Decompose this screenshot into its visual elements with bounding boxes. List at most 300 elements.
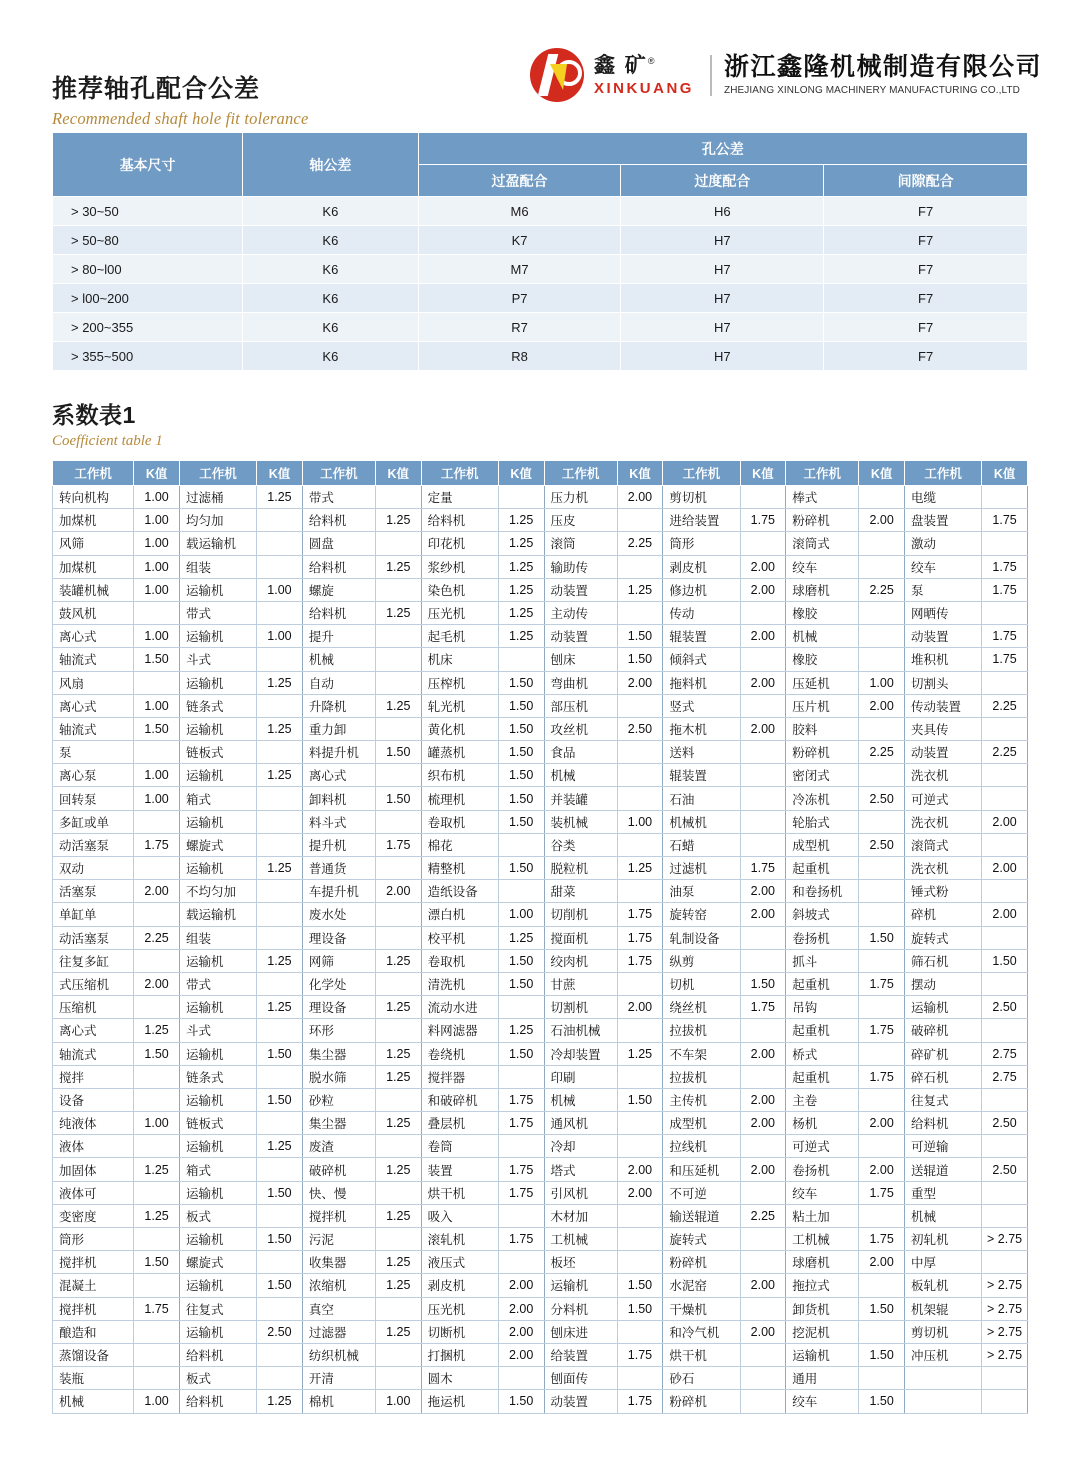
machine-name-cell: 部压机 <box>544 694 617 717</box>
machine-name-cell: 洗衣机 <box>905 857 982 880</box>
k-value-cell <box>982 1390 1028 1413</box>
k-value-cell <box>740 1251 786 1274</box>
k-value-cell: 1.50 <box>617 1274 663 1297</box>
machine-name-cell: 卷取机 <box>421 949 498 972</box>
machine-name-cell: 浓缩机 <box>302 1274 375 1297</box>
registered-mark: ® <box>647 55 657 66</box>
table-row <box>53 197 1028 226</box>
machine-name-cell: 动装置 <box>544 625 617 648</box>
machine-name-cell: 不可逆 <box>663 1181 740 1204</box>
k-value-cell: 1.25 <box>617 857 663 880</box>
machine-name-cell: 粉碎机 <box>786 509 859 532</box>
machine-name-cell: 给料机 <box>179 1343 256 1366</box>
table-cell: K6 <box>243 313 419 342</box>
k-value-cell: 2.00 <box>375 880 421 903</box>
machine-name-cell: 运输机 <box>179 1088 256 1111</box>
machine-name-cell: 动装置 <box>905 741 982 764</box>
machine-name-cell: 机械 <box>544 764 617 787</box>
k-value-cell: 2.00 <box>498 1297 544 1320</box>
machine-name-cell: 弯曲机 <box>544 671 617 694</box>
machine-name-cell: 砂粒 <box>302 1088 375 1111</box>
machine-name-cell: 剪切机 <box>663 486 740 509</box>
machine-name-cell: 轮胎式 <box>786 810 859 833</box>
machine-name-cell: 运输机 <box>179 810 256 833</box>
k-value-cell <box>859 1320 905 1343</box>
table-cell: K7 <box>418 226 621 255</box>
machine-name-cell: 搅拌机 <box>53 1251 134 1274</box>
brand-wordmark <box>594 55 694 96</box>
machine-name-cell: 和压延机 <box>663 1158 740 1181</box>
machine-name-cell: 载运输机 <box>179 532 256 555</box>
tolerance-table <box>52 132 1028 371</box>
coefficient-column-header: 工作机 <box>544 461 617 486</box>
k-value-cell: 1.00 <box>134 1390 180 1413</box>
machine-name-cell: 快、慢 <box>302 1181 375 1204</box>
k-value-cell <box>982 717 1028 740</box>
machine-name-cell: 集尘器 <box>302 1112 375 1135</box>
machine-name-cell: 活塞泵 <box>53 880 134 903</box>
coefficient-column-header: 工作机 <box>302 461 375 486</box>
k-value-cell: 2.00 <box>617 996 663 1019</box>
machine-name-cell: 污泥 <box>302 1228 375 1251</box>
machine-name-cell: 收集器 <box>302 1251 375 1274</box>
machine-name-cell: 压缩机 <box>53 996 134 1019</box>
table-cell: H7 <box>621 284 824 313</box>
machine-name-cell: 运输机 <box>179 1274 256 1297</box>
k-value-cell: 1.00 <box>257 625 303 648</box>
k-value-cell: 1.25 <box>375 996 421 1019</box>
machine-name-cell: 桥式 <box>786 1042 859 1065</box>
k-value-cell: 1.50 <box>134 717 180 740</box>
table-row <box>53 1297 1028 1320</box>
k-value-cell <box>740 1135 786 1158</box>
table-cell: K6 <box>243 342 419 371</box>
k-value-cell <box>859 1204 905 1227</box>
coefficient-column-header: K值 <box>740 461 786 486</box>
k-value-cell <box>375 926 421 949</box>
machine-name-cell: 浆纱机 <box>421 555 498 578</box>
k-value-cell <box>134 949 180 972</box>
k-value-cell <box>859 717 905 740</box>
k-value-cell: 2.00 <box>982 810 1028 833</box>
k-value-cell <box>617 972 663 995</box>
machine-name-cell: 集尘器 <box>302 1042 375 1065</box>
k-value-cell <box>859 996 905 1019</box>
machine-name-cell: 理设备 <box>302 926 375 949</box>
k-value-cell <box>982 764 1028 787</box>
machine-name-cell: 卷筒 <box>421 1135 498 1158</box>
machine-name-cell: 碎机 <box>905 903 982 926</box>
machine-name-cell: 网筛 <box>302 949 375 972</box>
table-row <box>53 509 1028 532</box>
k-value-cell: 2.00 <box>740 625 786 648</box>
machine-name-cell: 压皮 <box>544 509 617 532</box>
machine-name-cell: 食品 <box>544 741 617 764</box>
table-row <box>53 1251 1028 1274</box>
k-value-cell: 1.75 <box>859 1019 905 1042</box>
k-value-cell <box>257 601 303 624</box>
k-value-cell <box>617 1019 663 1042</box>
machine-name-cell: 棒式 <box>786 486 859 509</box>
machine-name-cell: 运输机 <box>179 1228 256 1251</box>
table-row <box>53 810 1028 833</box>
machine-name-cell: 装罐机械 <box>53 578 134 601</box>
k-value-cell: 1.00 <box>134 578 180 601</box>
machine-name-cell: 机械 <box>905 1204 982 1227</box>
table-cell: F7 <box>824 197 1028 226</box>
k-value-cell: 1.50 <box>617 648 663 671</box>
k-value-cell <box>740 764 786 787</box>
machine-name-cell: 密闭式 <box>786 764 859 787</box>
machine-name-cell: 式压缩机 <box>53 972 134 995</box>
k-value-cell: 1.25 <box>375 694 421 717</box>
table-row <box>53 741 1028 764</box>
machine-name-cell: 辊装置 <box>663 625 740 648</box>
company-logo-icon <box>530 48 584 102</box>
k-value-cell: 1.25 <box>375 949 421 972</box>
k-value-cell <box>257 1251 303 1274</box>
k-value-cell <box>257 1367 303 1390</box>
k-value-cell <box>859 903 905 926</box>
machine-name-cell: 环形 <box>302 1019 375 1042</box>
k-value-cell <box>740 1228 786 1251</box>
table-row <box>53 717 1028 740</box>
k-value-cell: 1.50 <box>859 926 905 949</box>
machine-name-cell: 锤式粉 <box>905 880 982 903</box>
coefficient-column-header: 工作机 <box>905 461 982 486</box>
k-value-cell: 1.75 <box>982 555 1028 578</box>
k-value-cell <box>375 903 421 926</box>
machine-name-cell: 搅拌器 <box>421 1065 498 1088</box>
k-value-cell <box>134 1135 180 1158</box>
machine-name-cell: 绞肉机 <box>544 949 617 972</box>
machine-name-cell: 运输机 <box>179 1135 256 1158</box>
table-row <box>53 601 1028 624</box>
k-value-cell <box>740 1297 786 1320</box>
machine-name-cell: 叠层机 <box>421 1112 498 1135</box>
k-value-cell <box>982 1204 1028 1227</box>
machine-name-cell: 卸料机 <box>302 787 375 810</box>
machine-name-cell: 抓斗 <box>786 949 859 972</box>
k-value-cell: 1.50 <box>617 1088 663 1111</box>
k-value-cell: > 2.75 <box>982 1274 1028 1297</box>
table-cell: > 50~80 <box>53 226 243 255</box>
machine-name-cell <box>905 1390 982 1413</box>
machine-name-cell: 提升机 <box>302 833 375 856</box>
k-value-cell: 1.25 <box>134 1204 180 1227</box>
machine-name-cell: 化学处 <box>302 972 375 995</box>
k-value-cell <box>257 787 303 810</box>
table-row <box>53 857 1028 880</box>
machine-name-cell: 粉碎机 <box>786 741 859 764</box>
k-value-cell: 1.50 <box>257 1088 303 1111</box>
k-value-cell <box>134 1088 180 1111</box>
machine-name-cell: 带式 <box>179 972 256 995</box>
k-value-cell: 2.00 <box>740 903 786 926</box>
machine-name-cell: 初轧机 <box>905 1228 982 1251</box>
table-row <box>53 833 1028 856</box>
k-value-cell: 1.50 <box>498 764 544 787</box>
k-value-cell <box>859 764 905 787</box>
k-value-cell <box>740 1019 786 1042</box>
k-value-cell <box>617 833 663 856</box>
machine-name-cell: 给料机 <box>302 555 375 578</box>
k-value-cell <box>740 1390 786 1413</box>
k-value-cell <box>740 1367 786 1390</box>
th-basic-size: 基本尺寸 <box>53 133 243 197</box>
machine-name-cell: 洗衣机 <box>905 810 982 833</box>
k-value-cell: 1.25 <box>375 1042 421 1065</box>
machine-name-cell: 和冷气机 <box>663 1320 740 1343</box>
machine-name-cell: 棉花 <box>421 833 498 856</box>
k-value-cell <box>257 1343 303 1366</box>
brand-name-en: XINKUANG <box>593 79 694 97</box>
machine-name-cell: 给料机 <box>905 1112 982 1135</box>
k-value-cell: 1.25 <box>257 671 303 694</box>
machine-name-cell: 竖式 <box>663 694 740 717</box>
k-value-cell <box>859 648 905 671</box>
k-value-cell: 1.00 <box>134 694 180 717</box>
machine-name-cell: 拖拉式 <box>786 1274 859 1297</box>
machine-name-cell: 烘干机 <box>421 1181 498 1204</box>
k-value-cell <box>257 555 303 578</box>
machine-name-cell: 运输机 <box>179 625 256 648</box>
machine-name-cell: 拉线机 <box>663 1135 740 1158</box>
k-value-cell: 1.25 <box>375 509 421 532</box>
machine-name-cell: 攻丝机 <box>544 717 617 740</box>
k-value-cell: 2.75 <box>982 1065 1028 1088</box>
k-value-cell: 1.25 <box>498 578 544 601</box>
machine-name-cell: 球磨机 <box>786 578 859 601</box>
k-value-cell <box>982 1135 1028 1158</box>
table-cell: K6 <box>243 226 419 255</box>
k-value-cell <box>859 949 905 972</box>
k-value-cell <box>134 1065 180 1088</box>
table-row <box>53 1019 1028 1042</box>
k-value-cell <box>257 972 303 995</box>
table-row <box>53 1135 1028 1158</box>
k-value-cell: 1.25 <box>257 949 303 972</box>
machine-name-cell: 压光机 <box>421 601 498 624</box>
k-value-cell <box>134 1343 180 1366</box>
k-value-cell <box>375 1181 421 1204</box>
machine-name-cell: 堆积机 <box>905 648 982 671</box>
k-value-cell: 1.25 <box>498 601 544 624</box>
table-row <box>53 342 1028 371</box>
machine-name-cell: 回转泵 <box>53 787 134 810</box>
machine-name-cell: 纯液体 <box>53 1112 134 1135</box>
k-value-cell <box>982 972 1028 995</box>
k-value-cell: 2.00 <box>617 1158 663 1181</box>
machine-name-cell: 引风机 <box>544 1181 617 1204</box>
k-value-cell: 1.25 <box>257 486 303 509</box>
section1-title-cn: 推荐轴孔配合公差 <box>52 75 261 103</box>
k-value-cell <box>740 532 786 555</box>
machine-name-cell: 通用 <box>786 1367 859 1390</box>
table-row <box>53 1181 1028 1204</box>
machine-name-cell: 筛石机 <box>905 949 982 972</box>
k-value-cell: 1.50 <box>498 671 544 694</box>
machine-name-cell: 风筛 <box>53 532 134 555</box>
table-row <box>53 1088 1028 1111</box>
coefficient-column-header: K值 <box>982 461 1028 486</box>
machine-name-cell: 起重机 <box>786 1065 859 1088</box>
machine-name-cell: 压光机 <box>421 1297 498 1320</box>
k-value-cell: 1.50 <box>257 1042 303 1065</box>
k-value-cell <box>375 1343 421 1366</box>
table-cell: H7 <box>621 342 824 371</box>
machine-name-cell: 料斗式 <box>302 810 375 833</box>
machine-name-cell: 给料机 <box>302 509 375 532</box>
machine-name-cell: 圆木 <box>421 1367 498 1390</box>
machine-name-cell: 胶料 <box>786 717 859 740</box>
k-value-cell: 1.75 <box>859 972 905 995</box>
machine-name-cell: 刨床 <box>544 648 617 671</box>
k-value-cell <box>982 833 1028 856</box>
k-value-cell: 1.75 <box>498 1181 544 1204</box>
k-value-cell: 1.25 <box>498 509 544 532</box>
machine-name-cell: 起重机 <box>786 1019 859 1042</box>
machine-name-cell: 木材加 <box>544 1204 617 1227</box>
table-row <box>53 555 1028 578</box>
table-cell: R8 <box>418 342 621 371</box>
table-row <box>53 1204 1028 1227</box>
k-value-cell <box>134 741 180 764</box>
machine-name-cell: 提升 <box>302 625 375 648</box>
machine-name-cell: 起重机 <box>786 857 859 880</box>
machine-name-cell: 自动 <box>302 671 375 694</box>
machine-name-cell: 卷扬机 <box>786 926 859 949</box>
machine-name-cell: 变密度 <box>53 1204 134 1227</box>
machine-name-cell: 装置 <box>421 1158 498 1181</box>
k-value-cell <box>257 880 303 903</box>
table-row <box>53 1158 1028 1181</box>
machine-name-cell: 机械 <box>786 625 859 648</box>
machine-name-cell: 成型机 <box>786 833 859 856</box>
machine-name-cell: 杨机 <box>786 1112 859 1135</box>
k-value-cell <box>498 880 544 903</box>
th-transition-fit: 过度配合 <box>621 165 824 197</box>
table-row <box>53 949 1028 972</box>
k-value-cell: 1.25 <box>257 717 303 740</box>
k-value-cell <box>498 1251 544 1274</box>
k-value-cell <box>257 1158 303 1181</box>
machine-name-cell: 离心式 <box>53 1019 134 1042</box>
machine-name-cell: 输送辊道 <box>663 1204 740 1227</box>
k-value-cell: 1.25 <box>498 555 544 578</box>
machine-name-cell: 组装 <box>179 555 256 578</box>
k-value-cell <box>498 996 544 1019</box>
machine-name-cell: 卸货机 <box>786 1297 859 1320</box>
k-value-cell: 1.25 <box>257 1135 303 1158</box>
machine-name-cell: 洗衣机 <box>905 764 982 787</box>
machine-name-cell: 链板式 <box>179 741 256 764</box>
machine-name-cell: 真空 <box>302 1297 375 1320</box>
k-value-cell <box>375 1297 421 1320</box>
company-block <box>710 52 1042 96</box>
k-value-cell <box>498 1065 544 1088</box>
page-header <box>30 0 1050 129</box>
machine-name-cell: 纺织机械 <box>302 1343 375 1366</box>
machine-name-cell: 升降机 <box>302 694 375 717</box>
machine-name-cell: 往复式 <box>905 1088 982 1111</box>
k-value-cell <box>257 648 303 671</box>
k-value-cell: 1.25 <box>257 857 303 880</box>
table-row <box>53 1112 1028 1135</box>
machine-name-cell: 泵 <box>53 741 134 764</box>
machine-name-cell: 分料机 <box>544 1297 617 1320</box>
machine-name-cell: 搅拌机 <box>53 1297 134 1320</box>
machine-name-cell: 箱式 <box>179 1158 256 1181</box>
machine-name-cell: 石油机械 <box>544 1019 617 1042</box>
k-value-cell: 2.00 <box>134 972 180 995</box>
k-value-cell: 2.25 <box>859 578 905 601</box>
k-value-cell <box>617 1228 663 1251</box>
machine-name-cell: 滚筒式 <box>786 532 859 555</box>
k-value-cell: 1.25 <box>498 926 544 949</box>
machine-name-cell: 运输机 <box>179 764 256 787</box>
k-value-cell: 1.25 <box>375 1065 421 1088</box>
k-value-cell <box>375 1135 421 1158</box>
machine-name-cell: 螺旋式 <box>179 833 256 856</box>
machine-name-cell: 压延机 <box>786 671 859 694</box>
k-value-cell <box>740 810 786 833</box>
k-value-cell: 2.00 <box>617 486 663 509</box>
k-value-cell: 1.50 <box>982 949 1028 972</box>
k-value-cell: 2.00 <box>498 1274 544 1297</box>
k-value-cell: 1.75 <box>498 1112 544 1135</box>
table-cell: F7 <box>824 226 1028 255</box>
machine-name-cell: 切削机 <box>544 903 617 926</box>
machine-name-cell: 斗式 <box>179 648 256 671</box>
machine-name-cell: 装机械 <box>544 810 617 833</box>
machine-name-cell: 漂白机 <box>421 903 498 926</box>
k-value-cell <box>257 694 303 717</box>
machine-name-cell: 盘装置 <box>905 509 982 532</box>
k-value-cell <box>617 694 663 717</box>
table-row <box>53 648 1028 671</box>
k-value-cell <box>134 601 180 624</box>
machine-name-cell: 压片机 <box>786 694 859 717</box>
k-value-cell: 1.50 <box>617 1297 663 1320</box>
k-value-cell: 1.25 <box>375 1251 421 1274</box>
table-cell: K6 <box>243 284 419 313</box>
machine-name-cell: 起重机 <box>786 972 859 995</box>
table-row <box>53 1065 1028 1088</box>
table-cell: > 30~50 <box>53 197 243 226</box>
k-value-cell: 2.00 <box>740 1158 786 1181</box>
coefficient-column-header: K值 <box>859 461 905 486</box>
table-cell: F7 <box>824 255 1028 284</box>
k-value-cell: 1.50 <box>257 1228 303 1251</box>
machine-name-cell: 运输机 <box>179 1181 256 1204</box>
k-value-cell <box>257 1204 303 1227</box>
k-value-cell: 1.50 <box>375 787 421 810</box>
machine-name-cell: 筒形 <box>663 532 740 555</box>
k-value-cell <box>617 1251 663 1274</box>
k-value-cell: 1.75 <box>617 926 663 949</box>
k-value-cell <box>982 1088 1028 1111</box>
table-cell: F7 <box>824 284 1028 313</box>
machine-name-cell: 离心式 <box>53 625 134 648</box>
k-value-cell <box>859 625 905 648</box>
coefficient-table <box>52 460 1028 1414</box>
k-value-cell <box>257 833 303 856</box>
k-value-cell: 1.75 <box>982 509 1028 532</box>
table-cell: H7 <box>621 313 824 342</box>
machine-name-cell: 液体可 <box>53 1181 134 1204</box>
brand-name-cn <box>594 55 694 76</box>
